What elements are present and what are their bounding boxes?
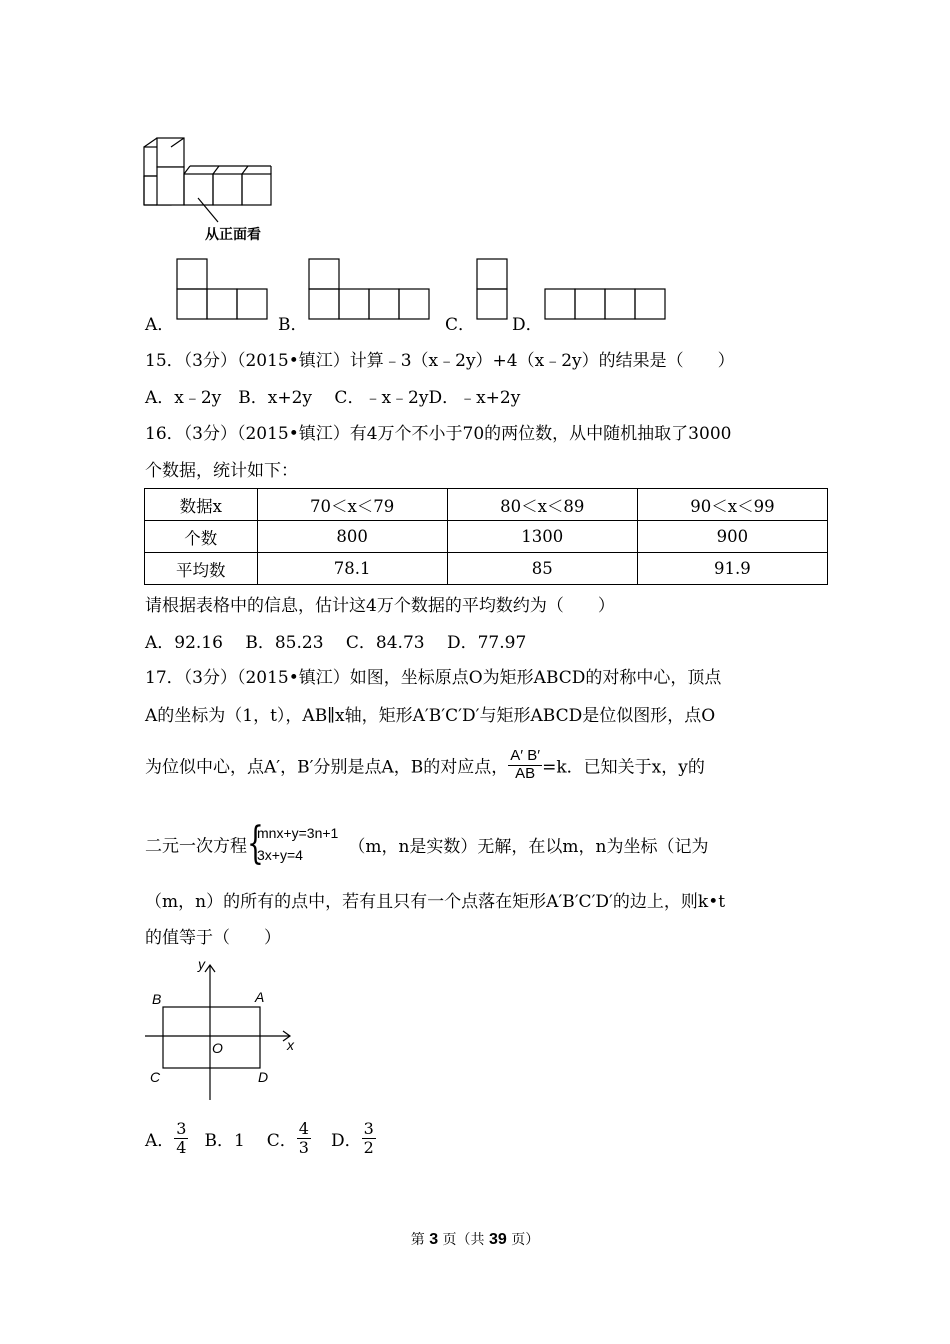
fraction-numerator: A′ B′	[510, 747, 541, 764]
table-header-row	[145, 489, 828, 521]
q14-option-b-figure	[308, 258, 430, 322]
table-cell: 90＜x＜99	[637, 489, 827, 521]
q14-option-a-figure	[176, 258, 268, 322]
table-cell: 91.9	[637, 553, 827, 585]
q16-stem-line2: 个数据，统计如下：	[145, 461, 298, 481]
q17-line4-post: （m，n是实数）无解，在以m，n为坐标（记为	[348, 836, 709, 857]
q15-options: A．x﹣2y B．x+2y C．﹣x﹣2yD．﹣x+2y	[145, 388, 521, 408]
q16-stem-line1: 16．（3分）（2015•镇江）有4万个不小于70的两位数，从中随机抽取了3000	[145, 424, 732, 444]
q16-data-table	[144, 488, 828, 585]
axis-label-x: x	[287, 1037, 294, 1053]
q17-option-c-label: C．	[266, 1130, 297, 1151]
vertex-label-a: A	[255, 989, 265, 1005]
q17-coordinate-figure	[140, 955, 310, 1105]
vertex-label-b: B	[152, 991, 162, 1007]
page-footer	[0, 1229, 950, 1249]
table-cell: 70＜x＜79	[257, 489, 447, 521]
q14-option-d-label: D．	[512, 315, 543, 335]
q17-option-c-fraction	[297, 1120, 311, 1156]
table-cell: 个数	[145, 521, 258, 553]
table-cell: 78.1	[257, 553, 447, 585]
q17-line3-pre: 为位似中心，点A′，B′分别是点A，B的对应点，	[145, 757, 509, 778]
vertex-label-c: C	[150, 1069, 161, 1085]
fraction-denominator: 4	[176, 1137, 187, 1157]
q16-options: A．92.16 B．85.23 C．84.73 D．77.97	[145, 633, 527, 653]
q17-line3-post: =k．已知关于x，y的	[542, 757, 705, 778]
table-cell: 80＜x＜89	[447, 489, 637, 521]
table-cell: 800	[257, 521, 447, 553]
q17-options	[145, 1120, 376, 1156]
table-cell: 平均数	[145, 553, 258, 585]
vertex-label-d: D	[258, 1069, 269, 1085]
table-cell: 数据x	[145, 489, 258, 521]
q17-option-b-label: B．1	[204, 1130, 245, 1151]
footer-post: 页）	[511, 1232, 540, 1248]
q17-line4-pre: 二元一次方程	[145, 836, 247, 857]
table-cell: 1300	[447, 521, 637, 553]
q17-option-a-label: A．	[145, 1130, 175, 1151]
axis-label-y: y	[198, 956, 205, 972]
q17-option-a-fraction	[174, 1120, 188, 1156]
table-cell: 900	[637, 521, 827, 553]
footer-pre: 第	[410, 1232, 425, 1248]
q14-option-a-label: A．	[145, 315, 175, 335]
equation-1: mnx+y=3n+1	[257, 825, 339, 841]
table-cell: 85	[447, 553, 637, 585]
brace-icon: {	[247, 818, 264, 869]
page-number: 3	[429, 1231, 439, 1248]
fraction-numerator: 3	[176, 1119, 187, 1138]
fraction-denominator: 3	[298, 1137, 309, 1157]
fraction-numerator: 3	[363, 1119, 374, 1138]
q17-line2: A的坐标为（1，t），AB∥x轴，矩形A′B′C′D′与矩形ABCD是位似图形，点O	[145, 706, 716, 726]
origin-label: O	[212, 1040, 223, 1056]
table-row	[145, 553, 828, 585]
table-row	[145, 521, 828, 553]
q17-ratio-fraction	[508, 748, 542, 782]
q15-stem: 15．（3分）（2015•镇江）计算﹣3（x﹣2y）+4（x﹣2y）的结果是（ ）	[145, 351, 735, 371]
q17-option-d-fraction	[362, 1120, 376, 1156]
equation-2: 3x+y=4	[257, 847, 303, 863]
q17-line4	[145, 818, 709, 869]
fraction-denominator: 2	[363, 1137, 374, 1157]
fraction-numerator: 4	[298, 1119, 309, 1138]
q17-line6: 的值等于（ ）	[145, 928, 281, 948]
q14-option-b-label: B．	[278, 315, 308, 335]
footer-mid: 页（共	[442, 1232, 485, 1248]
q17-line3	[145, 748, 705, 782]
q14-option-d-figure	[544, 288, 666, 322]
q14-option-c-label: C．	[445, 315, 476, 335]
q17-option-d-label: D．	[330, 1130, 362, 1151]
fraction-denominator: AB	[515, 764, 536, 782]
q17-line1: 17．（3分）（2015•镇江）如图，坐标原点O为矩形ABCD的对称中心，顶点	[145, 668, 722, 688]
q17-equation-system	[247, 818, 339, 869]
q17-line5: （m，n）的所有的点中，若有且只有一个点落在矩形A′B′C′D′的边上，则k•t	[145, 892, 726, 912]
page-total: 39	[489, 1231, 507, 1248]
q14-option-c-figure	[476, 258, 510, 322]
q14-caption: 从正面看	[205, 226, 261, 242]
q16-question: 请根据表格中的信息，估计这4万个数据的平均数约为（ ）	[145, 596, 615, 616]
